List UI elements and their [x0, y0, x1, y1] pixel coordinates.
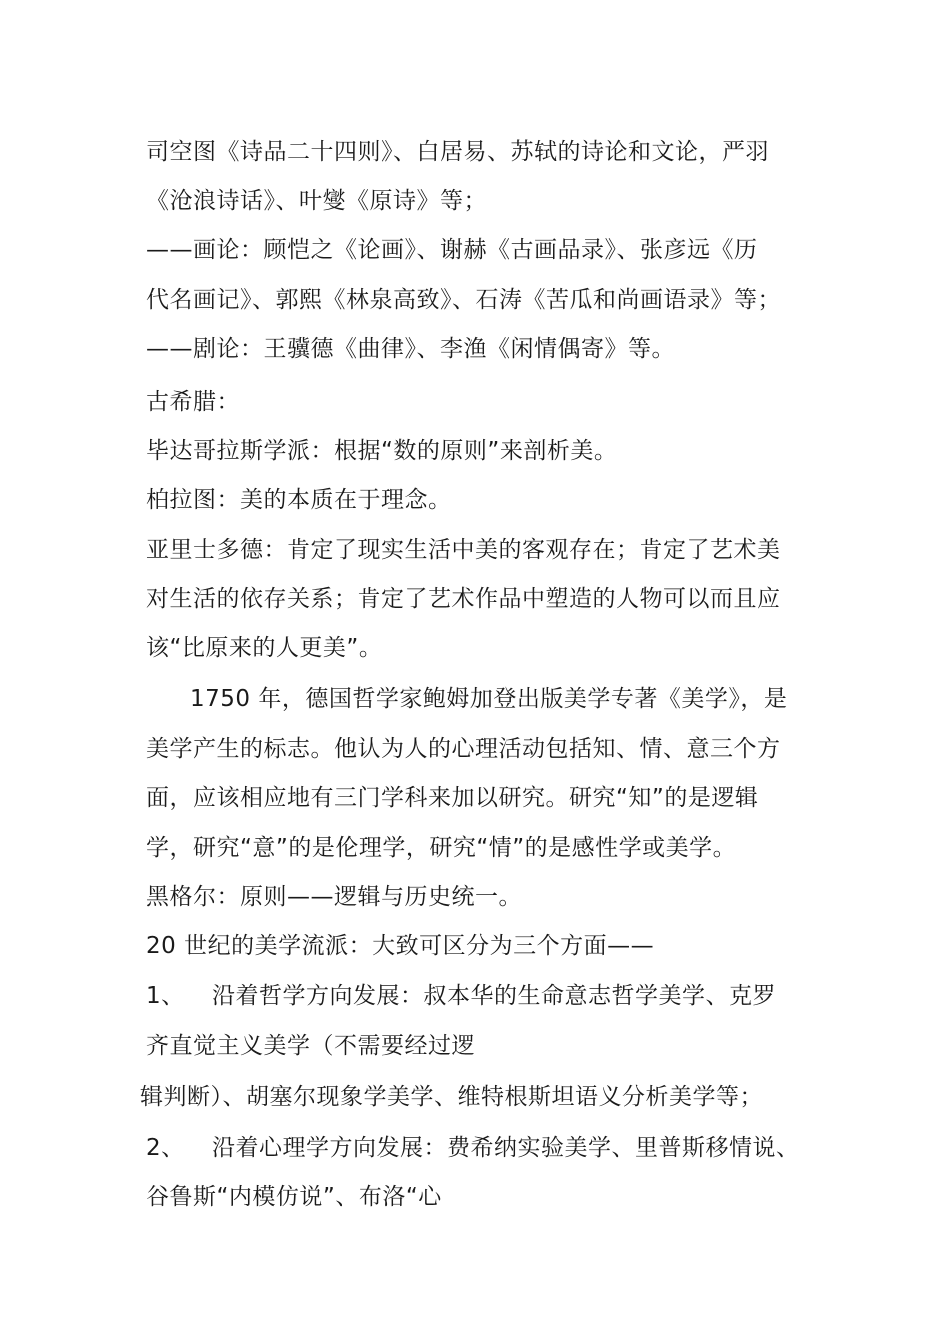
- text-line: 面，应该相应地有三门学科来加以研究。研究“知”的是逻辑: [146, 785, 759, 811]
- list-item-continuation: 辑判断）、胡塞尔现象学美学、维特根斯坦语义分析美学等；: [140, 1084, 763, 1110]
- section-heading: 古希腊：: [146, 389, 240, 415]
- list-item: [146, 1133, 800, 1163]
- text-line: 亚里士多德：肯定了现实生活中美的客观存在；肯定了艺术美: [146, 537, 781, 563]
- text-line: 柏拉图：美的本质在于理念。: [146, 487, 452, 513]
- text-line: 对生活的依存关系；肯定了艺术作品中塑造的人物可以而且应: [146, 586, 781, 612]
- paragraph-start: 1750 年，德国哲学家鲍姆加登出版美学专著《美学》，是: [190, 686, 788, 712]
- text-line: 《沧浪诗话》、叶燮《原诗》等；: [146, 188, 487, 214]
- list-item-number: 2、: [146, 1135, 185, 1161]
- text-line: 司空图《诗品二十四则》、白居易、苏轼的诗论和文论，严羽: [146, 139, 769, 165]
- text-line: 20 世纪的美学流派：大致可区分为三个方面——: [146, 933, 655, 959]
- text-line: 代名画记》、郭熙《林泉高致》、石涛《苦瓜和尚画语录》等；: [146, 287, 781, 313]
- text-line: 毕达哥拉斯学派：根据“数的原则”来剖析美。: [146, 438, 618, 464]
- list-item-number: 1、: [146, 983, 185, 1009]
- text-line: ——剧论：王骥德《曲律》、李渔《闲情偶寄》等。: [146, 336, 675, 362]
- list-item-continuation: 谷鲁斯“内模仿说”、布洛“心: [146, 1184, 442, 1210]
- list-item-text: 沿着哲学方向发展：叔本华的生命意志哲学美学、克罗: [212, 983, 776, 1009]
- text-line: 该“比原来的人更美”。: [146, 635, 383, 661]
- list-item: [146, 981, 776, 1011]
- list-item-text: 沿着心理学方向发展：费希纳实验美学、里普斯移情说、: [212, 1135, 800, 1161]
- text-line: 学，研究“意”的是伦理学，研究“情”的是感性学或美学。: [146, 835, 737, 861]
- text-line: ——画论：顾恺之《论画》、谢赫《古画品录》、张彦远《历: [146, 237, 758, 263]
- text-line: 黑格尔：原则——逻辑与历史统一。: [146, 884, 522, 910]
- list-item-continuation: 齐直觉主义美学（不需要经过逻: [146, 1033, 475, 1059]
- text-line: 美学产生的标志。他认为人的心理活动包括知、情、意三个方: [146, 736, 781, 762]
